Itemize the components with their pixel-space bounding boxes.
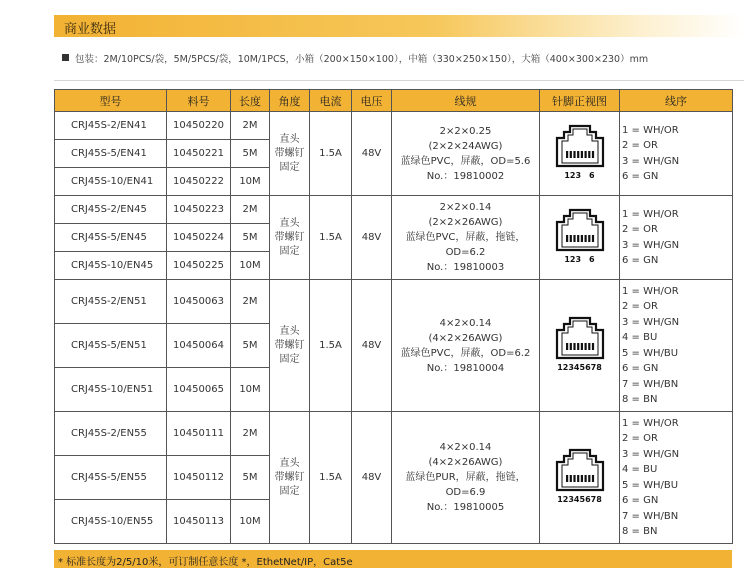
model-cell: CRJ45S-2/EN51: [55, 280, 167, 324]
wire-order-line: 2 = OR: [622, 433, 658, 444]
pin-view-cell: [540, 412, 620, 544]
angle-cell: [270, 196, 310, 280]
part-number-cell: 10450220: [167, 112, 231, 140]
column-header: 电流: [310, 90, 352, 112]
wire-gauge-cell: [392, 280, 540, 412]
angle-line: 固定: [279, 353, 300, 365]
part-number-cell: 10450113: [167, 500, 231, 544]
wire-gauge-line: (2×2×24AWG): [428, 140, 503, 152]
angle-line: 直头: [279, 133, 300, 145]
wire-order-line: 3 = WH/GN: [622, 448, 680, 460]
voltage-cell: 48V: [352, 196, 392, 280]
wire-order-cell: [620, 280, 733, 412]
angle-cell: [270, 112, 310, 196]
current-cell: 1.5A: [310, 280, 352, 412]
model-cell: CRJ45S-10/EN41: [55, 168, 167, 196]
voltage-cell: 48V: [352, 280, 392, 412]
current-cell: 1.5A: [310, 112, 352, 196]
model-cell: CRJ45S-5/EN41: [55, 140, 167, 168]
model-cell: CRJ45S-5/EN45: [55, 224, 167, 252]
wire-order-cell: [620, 196, 733, 280]
section-title-bar: [54, 15, 744, 37]
column-header: 型号: [55, 90, 167, 112]
wire-order-cell: [620, 112, 733, 196]
length-cell: 5M: [231, 224, 270, 252]
wire-order-line: 2 = OR: [622, 224, 658, 235]
wire-gauge-line: OD=6.2: [445, 247, 486, 258]
length-cell: 10M: [231, 168, 270, 196]
wire-order-line: 3 = WH/GN: [622, 239, 680, 251]
length-cell: 2M: [231, 196, 270, 224]
wire-gauge-line: No.：19810003: [426, 262, 505, 273]
wire-order-cell: [620, 412, 733, 544]
length-cell: 5M: [231, 324, 270, 368]
wire-order-line: 6 = GN: [622, 255, 659, 266]
column-header: 料号: [167, 90, 231, 112]
voltage-cell: 48V: [352, 412, 392, 544]
wire-gauge-line: OD=6.9: [445, 487, 486, 498]
wire-order-line: 5 = WH/BU: [622, 347, 679, 359]
angle-line: 带螺钉: [274, 231, 305, 243]
angle-line: 固定: [279, 245, 300, 257]
wire-order-line: 3 = WH/GN: [622, 316, 680, 328]
wire-order-line: 2 = OR: [622, 140, 658, 151]
model-cell: CRJ45S-2/EN55: [55, 412, 167, 456]
model-cell: CRJ45S-10/EN51: [55, 368, 167, 412]
pin-numbers-label: 12345678: [557, 363, 602, 372]
part-number-cell: 10450111: [167, 412, 231, 456]
footnote-bar: [54, 550, 732, 568]
angle-line: 直头: [279, 325, 300, 337]
column-header: 长度: [231, 90, 270, 112]
footnote-text: * 标准长度为2/5/10米，可订制任意长度 *，EthetNet/IP，Cat5e: [58, 557, 353, 568]
wire-gauge-line: 蓝绿色PVC，屏蔽，拖链，: [405, 232, 526, 243]
voltage-cell: 48V: [352, 112, 392, 196]
length-cell: 2M: [231, 112, 270, 140]
part-number-cell: 10450224: [167, 224, 231, 252]
wire-order-line: 4 = BU: [622, 464, 658, 475]
wire-order-line: 5 = WH/BU: [622, 479, 679, 491]
pin-numbers-label: 12345678: [557, 495, 602, 504]
wire-order-line: 6 = GN: [622, 171, 659, 182]
wire-order-line: 6 = GN: [622, 363, 659, 374]
length-cell: 2M: [231, 412, 270, 456]
table-row: [55, 112, 733, 140]
table-header-row: [55, 90, 733, 112]
wire-gauge-line: 蓝绿色PUR，屏蔽，拖链，: [405, 472, 526, 483]
model-cell: CRJ45S-2/EN41: [55, 112, 167, 140]
wire-gauge-line: (2×2×26AWG): [428, 217, 503, 228]
model-cell: CRJ45S-10/EN45: [55, 252, 167, 280]
length-cell: 5M: [231, 456, 270, 500]
model-cell: CRJ45S-5/EN51: [55, 324, 167, 368]
wire-gauge-line: No.：19810002: [426, 170, 505, 182]
angle-line: 固定: [279, 161, 300, 173]
wire-gauge-line: No.：19810005: [426, 502, 505, 513]
model-cell: CRJ45S-2/EN45: [55, 196, 167, 224]
wire-gauge-cell: [392, 412, 540, 544]
angle-line: 直头: [279, 457, 300, 469]
bullet-square-icon: [62, 54, 69, 61]
wire-order-line: 4 = BU: [622, 332, 658, 343]
angle-line: 带螺钉: [274, 471, 305, 483]
column-header: 线规: [392, 90, 540, 112]
table-row: [55, 196, 733, 224]
wire-order-line: 6 = GN: [622, 495, 659, 506]
wire-gauge-line: 蓝绿色PVC，屏蔽，OD=5.6: [400, 155, 531, 167]
wire-gauge-cell: [392, 196, 540, 280]
packaging-text: 包装：2M/10PCS/袋，5M/5PCS/袋，10M/1PCS，小箱（200×150×100），中箱（330×250×150），大箱（400×300×230）mm: [75, 54, 649, 65]
wire-gauge-line: No.：19810004: [426, 362, 505, 374]
angle-cell: [270, 280, 310, 412]
angle-line: 固定: [279, 485, 300, 497]
packaging-info: [62, 51, 648, 65]
angle-line: 带螺钉: [274, 339, 305, 351]
rj45-connector-icon: [555, 448, 605, 492]
pin-numbers-label: 123 6: [564, 171, 595, 180]
wire-order-line: 1 = WH/OR: [622, 417, 679, 429]
length-cell: 10M: [231, 368, 270, 412]
wire-order-line: 7 = WH/BN: [622, 378, 679, 390]
section-title: 商业数据: [64, 22, 117, 37]
wire-gauge-line: 2×2×0.14: [439, 202, 492, 213]
wire-gauge-cell: [392, 112, 540, 196]
pin-view-cell: [540, 280, 620, 412]
part-number-cell: 10450221: [167, 140, 231, 168]
part-number-cell: 10450063: [167, 280, 231, 324]
wire-order-line: 8 = BN: [622, 526, 658, 537]
current-cell: 1.5A: [310, 412, 352, 544]
angle-line: 直头: [279, 217, 300, 229]
wire-gauge-line: (4×2×26AWG): [428, 457, 503, 468]
wire-gauge-line: 蓝绿色PVC，屏蔽，OD=6.2: [400, 347, 531, 359]
part-number-cell: 10450223: [167, 196, 231, 224]
current-cell: 1.5A: [310, 196, 352, 280]
divider: [54, 80, 744, 81]
wire-order-line: 1 = WH/OR: [622, 124, 679, 136]
part-number-cell: 10450112: [167, 456, 231, 500]
rj45-connector-icon: [555, 316, 605, 360]
wire-order-line: 2 = OR: [622, 301, 658, 312]
part-number-cell: 10450225: [167, 252, 231, 280]
part-number-cell: 10450222: [167, 168, 231, 196]
table-row: [55, 412, 733, 456]
length-cell: 10M: [231, 500, 270, 544]
part-number-cell: 10450065: [167, 368, 231, 412]
length-cell: 2M: [231, 280, 270, 324]
wire-order-line: 8 = BN: [622, 394, 658, 405]
spec-table: [54, 89, 733, 544]
wire-order-line: 3 = WH/GN: [622, 155, 680, 167]
model-cell: CRJ45S-5/EN55: [55, 456, 167, 500]
pin-view-cell: [540, 112, 620, 196]
wire-order-line: 1 = WH/OR: [622, 285, 679, 297]
wire-gauge-line: 2×2×0.25: [439, 125, 492, 137]
column-header: 角度: [270, 90, 310, 112]
table-row: [55, 280, 733, 324]
part-number-cell: 10450064: [167, 324, 231, 368]
column-header: 电压: [352, 90, 392, 112]
table-body: [55, 112, 733, 544]
angle-line: 带螺钉: [274, 147, 305, 159]
wire-gauge-line: (4×2×26AWG): [428, 332, 503, 344]
pin-view-cell: [540, 196, 620, 280]
column-header: 针脚正视图: [540, 90, 620, 112]
angle-cell: [270, 412, 310, 544]
model-cell: CRJ45S-10/EN55: [55, 500, 167, 544]
pin-numbers-label: 123 6: [564, 255, 595, 264]
length-cell: 10M: [231, 252, 270, 280]
wire-gauge-line: 4×2×0.14: [439, 442, 492, 453]
rj45-connector-icon: [555, 124, 605, 168]
rj45-connector-icon: [555, 208, 605, 252]
wire-gauge-line: 4×2×0.14: [439, 317, 492, 329]
length-cell: 5M: [231, 140, 270, 168]
column-header: 线序: [620, 90, 733, 112]
wire-order-line: 7 = WH/BN: [622, 510, 679, 522]
wire-order-line: 1 = WH/OR: [622, 208, 679, 220]
